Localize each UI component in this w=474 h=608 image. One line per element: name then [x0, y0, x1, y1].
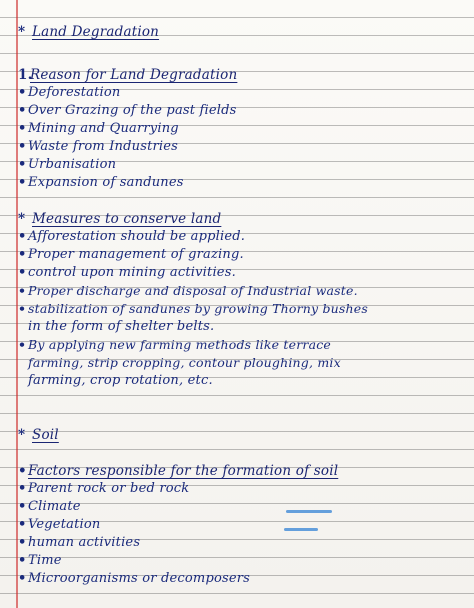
- list-item-text: in the form of shelter belts.: [28, 319, 215, 334]
- section1-item: [18, 121, 179, 136]
- bullet-icon: •: [18, 337, 27, 352]
- bullet-icon: •: [18, 571, 27, 586]
- section1-item: [18, 103, 237, 118]
- bullet-icon: •: [18, 301, 27, 316]
- section2-item: [18, 301, 368, 316]
- section1-title-line: [18, 24, 159, 40]
- list-item-text: Vegetation: [28, 517, 101, 532]
- section3-subtitle: Factors responsible for the formation of soil: [28, 463, 339, 479]
- bullet-icon: •: [18, 229, 27, 244]
- blue-pen-mark: [286, 510, 332, 513]
- section1-subtitle-line: [18, 67, 237, 83]
- bullet-icon: •: [18, 85, 27, 100]
- section1-title: Land Degradation: [32, 24, 160, 40]
- section2-title: Measures to conserve land: [32, 211, 222, 227]
- section3-title: Soil: [32, 427, 59, 443]
- section1-item: [18, 157, 116, 172]
- bullet-icon: •: [18, 247, 27, 262]
- list-item-text: Mining and Quarrying: [28, 121, 179, 136]
- section3-item: [18, 553, 62, 568]
- bullet-icon: •: [18, 481, 27, 496]
- section3-item: [18, 571, 250, 586]
- section3-item: [18, 499, 81, 514]
- list-item-text: Afforestation should be applied.: [28, 229, 246, 244]
- section2-item: [18, 229, 245, 244]
- section1-subtitle: Reason for Land Degradation: [30, 67, 238, 83]
- section3-item: [18, 517, 100, 532]
- list-item-text: farming, strip cropping, contour ploughing, mix: [28, 355, 341, 370]
- bullet-icon: •: [18, 121, 27, 136]
- section3-subtitle-line: [18, 463, 338, 479]
- list-item-text: Climate: [28, 499, 81, 514]
- star-icon: *: [18, 427, 26, 443]
- list-item-text: Urbanisation: [28, 157, 117, 172]
- list-item-text: control upon mining activities.: [28, 265, 236, 280]
- section3-item: [18, 481, 189, 496]
- bullet-icon: •: [18, 175, 27, 190]
- section2-item-continued: [18, 373, 213, 388]
- bullet-icon: •: [18, 265, 27, 280]
- bullet-icon: •: [18, 139, 27, 154]
- list-item-text: farming, crop rotation, etc.: [28, 373, 213, 388]
- section1-item: [18, 139, 178, 154]
- section2-item: [18, 247, 244, 262]
- list-item-text: Waste from Industries: [28, 139, 179, 154]
- list-item-text: Proper discharge and disposal of Industrial waste.: [28, 283, 358, 298]
- list-item-text: Parent rock or bed rock: [28, 481, 190, 496]
- star-icon: *: [18, 24, 26, 40]
- section2-title-line: [18, 211, 221, 227]
- bullet-icon: •: [18, 157, 27, 172]
- list-item-text: By applying new farming methods like terrace: [28, 337, 332, 352]
- section3-title-line: [18, 427, 59, 443]
- list-item-text: Microorganisms or decomposers: [28, 571, 251, 586]
- bullet-icon: •: [18, 553, 27, 568]
- section2-item-continued: [18, 355, 341, 370]
- section2-item: [18, 265, 236, 280]
- number-marker: 1.: [18, 67, 33, 83]
- section1-item: [18, 85, 121, 100]
- list-item-text: stabilization of sandunes by growing Thorny bushes: [28, 301, 368, 316]
- list-item-text: Deforestation: [28, 85, 121, 100]
- list-item-text: Over Grazing of the past fields: [28, 103, 237, 118]
- section2-item-continued: [18, 319, 214, 334]
- section2-item: [18, 283, 358, 298]
- bullet-icon: •: [18, 463, 27, 479]
- star-icon: *: [18, 211, 26, 227]
- section1-item: [18, 175, 184, 190]
- list-item-text: Expansion of sandunes: [28, 175, 184, 190]
- blue-pen-mark: [284, 528, 318, 531]
- bullet-icon: •: [18, 283, 27, 298]
- list-item-text: Proper management of grazing.: [28, 247, 244, 262]
- list-item-text: human activities: [28, 535, 141, 550]
- section3-item: [18, 535, 140, 550]
- bullet-icon: •: [18, 535, 27, 550]
- list-item-text: Time: [28, 553, 62, 568]
- bullet-icon: •: [18, 517, 27, 532]
- bullet-icon: •: [18, 499, 27, 514]
- bullet-icon: •: [18, 103, 27, 118]
- section2-item: [18, 337, 331, 352]
